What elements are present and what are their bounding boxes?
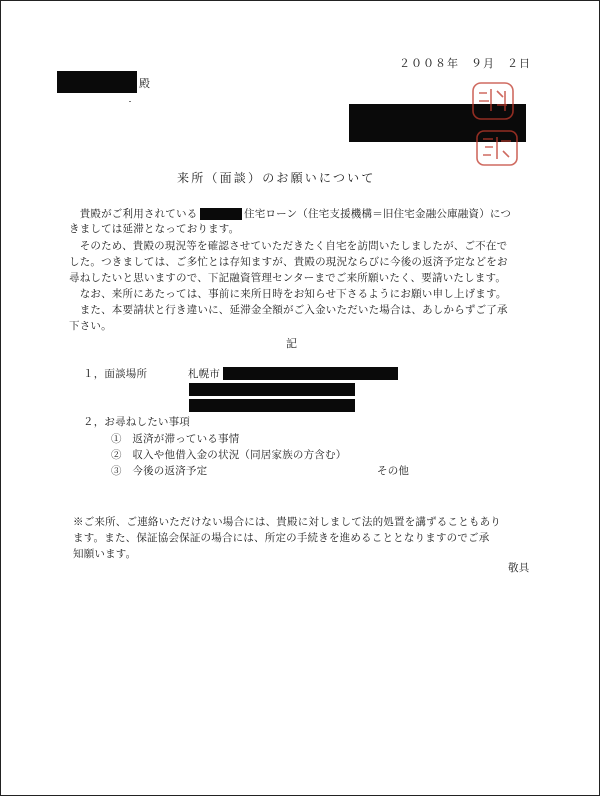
body-line-4: した。つきましては、ご多忙とは存知ますが、貴殿の現況ならびに今後の返済予定などをお <box>69 256 508 268</box>
body-line-1b: 住宅ローン（住宅支援機構＝旧住宅金融公庫融資）につ <box>244 208 512 220</box>
subitem-3: ③ 今後の返済予定 <box>111 465 208 477</box>
body-line-3: そのため、貴殿の現況等を確認させていただきたく自宅を訪問いたしましたが、ご不在で <box>69 240 508 252</box>
item-1-label: １，面談場所 <box>83 368 148 380</box>
body-line-8: 下さい。 <box>69 320 112 332</box>
redacted-address-line-3 <box>189 399 355 412</box>
subitem-2: ② 収入や他借入金の状況（同居家族の方含む） <box>111 449 347 461</box>
ki-heading: 記 <box>286 337 298 350</box>
redacted-bank-name <box>200 208 242 220</box>
subitem-1: ① 返済が滞っている事情 <box>111 433 240 445</box>
body-line-7: また、本要請状と行き違いに、延滞金全額がご入金いただいた場合は、あしからずご了承 <box>69 304 508 316</box>
closing-keigu: 敬具 <box>508 562 530 574</box>
body-line-2: きましては延滞となっております。 <box>69 223 240 235</box>
note-line-1: ※ご来所、ご連絡いただけない場合には、貴殿に対しまして法的処置を講ずることもあり <box>73 516 501 528</box>
scan-speck <box>129 101 131 102</box>
subitem-other: その他 <box>377 465 410 477</box>
redacted-addressee-name <box>57 71 137 93</box>
item-2-label: ２，お尋ねしたい事項 <box>83 416 190 428</box>
addressee-suffix: 殿 <box>139 77 151 90</box>
note-line-3: 知願います。 <box>73 548 137 560</box>
letter-title: 来所（面談）のお願いについて <box>177 171 376 185</box>
redacted-address-line-2 <box>189 383 355 396</box>
note-line-2: ます。また、保証協会保証の場合には、所定の手続きを進めることとなりますのでご承 <box>73 532 490 544</box>
seal-stamp-icon <box>467 79 521 171</box>
redacted-address-line-1 <box>223 367 398 380</box>
body-line-1a: 貴殿がご利用されている <box>69 208 198 220</box>
body-line-6: なお、来所にあたっては、事前に来所日時をお知らせ下さるようにお願い申し上げます。 <box>69 288 507 300</box>
item-1-city: 札幌市 <box>188 368 221 380</box>
body-line-5: 尋ねしたいと思いますので、下記融資管理センターまでご来所願いたく、要請いたします。 <box>69 272 507 284</box>
letter-date: ２００８年 ９月 ２日 <box>399 57 531 70</box>
